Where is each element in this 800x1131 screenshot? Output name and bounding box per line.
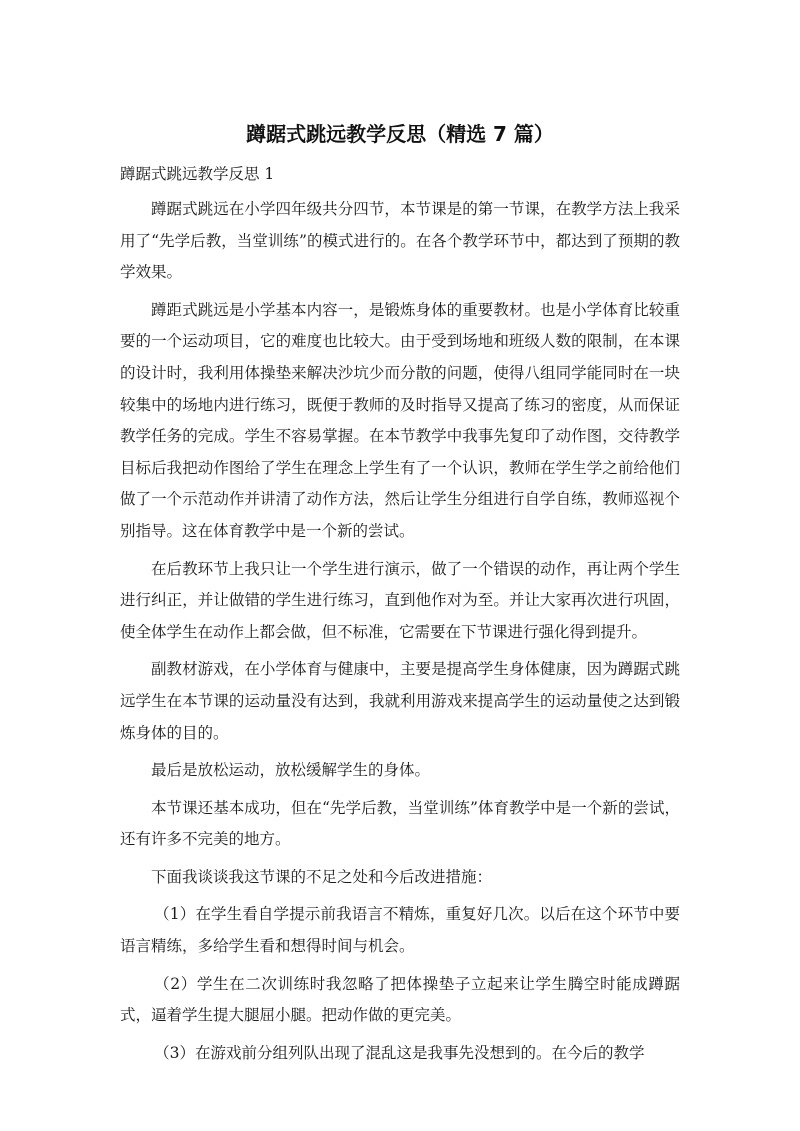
document-title: 蹲踞式跳远教学反思（精选 7 篇） [246,122,554,146]
paragraph-7: 下面我谈谈我这节课的不足之处和今后改进措施： [151,867,493,886]
document-body [120,194,680,1075]
section-heading: 蹲踞式跳远教学反思 1 [120,165,275,183]
list-item-3: （3）在游戏前分组列队出现了混乱这是我事先没想到的。在今后的教学 [154,1043,645,1062]
paragraph-3: 在后教环节上我只让一个学生进行演示，做了一个错误的动作，再让两个学生进行纠正，并让做错的学生进行练习，直到他作对为至。并让大家再次进行巩固，使全体学生在动作上都会做，但不标准，它需要在下节课进行强化得到提升。 [120,559,680,641]
paragraph-4: 副教材游戏，在小学体育与健康中，主要是提高学生身体健康，因为蹲踞式跳远学生在本节课的运动量没有达到，我就利用游戏来提高学生的运动量使之达到锻炼身体的目的。 [120,660,680,742]
list-item-2: （2）学生在二次训练时我忽略了把体操垫子立起来让学生腾空时能成蹲踞式，逼着学生提大腿屈小腿。把动作做的更完美。 [120,974,680,1025]
paragraph-6: 本节课还基本成功，但在“先学后教，当堂训练”体育教学中是一个新的尝试，还有许多不完美的地方。 [120,798,680,849]
paragraph-5: 最后是放松运动，放松缓解学生的身体。 [151,761,431,780]
paragraph-2: 蹲距式跳远是小学基本内容一，是锻炼身体的重要教材。也是小学体育比较重要的一个运动项目，它的难度也比较大。由于受到场地和班级人数的限制，在本课的设计时，我利用体操垫来解决沙坑少而分散的问题，使得八组同学能同时在一块较集中的场地内进行练习，既便于教师的及时指导又提高了练习的密度，从而保证教学任务的完成。学生不容易掌握。在本节教学中我事先复印了动作图，交待教学目标后我把动作图给了学生在理念上学生有了一个认识，教师在学生学之前给他们做了一个示范动作并讲清了动作方法，然后让学生分组进行自学自练，教师巡视个别指导。这在体育教学中是一个新的尝试。 [120,300,680,540]
list-item-1: （1）在学生看自学提示前我语言不精炼，重复好几次。以后在这个环节中要语言精练，多给学生看和想得时间与机会。 [120,905,680,956]
paragraph-1: 蹲踞式跳远在小学四年级共分四节，本节课是的第一节课，在教学方法上我采用了“先学后教，当堂训练”的模式进行的。在各个教学环节中，都达到了预期的教学效果。 [120,200,680,282]
